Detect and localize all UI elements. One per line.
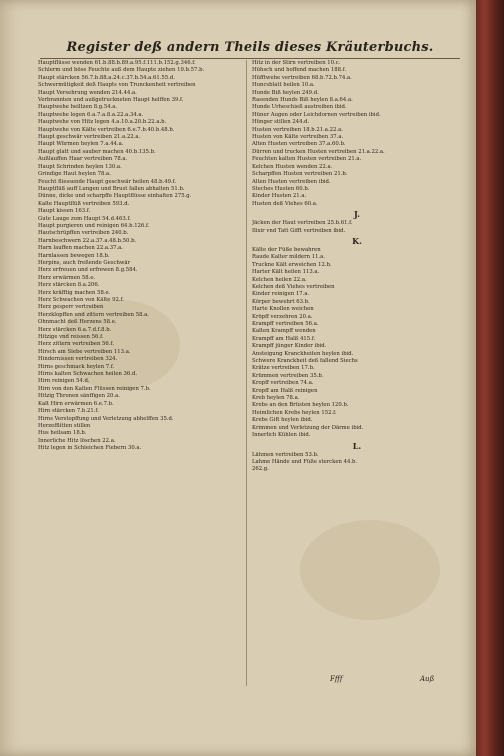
index-entry: Kreb heylen 78.a. (252, 395, 300, 402)
index-entry: Grindige Haut heylen 78.a. (38, 171, 111, 178)
index-entry: Husten deß Viehes 60.a. (252, 200, 318, 207)
index-entry: Herz stärcken 6.a.7.d.f.8.b. (38, 326, 112, 333)
index-entry: Scharpffen Husten vertreiben 21.b. (252, 171, 348, 178)
index-entry: Körper bewehrt 63.b. (252, 298, 310, 305)
section-j-list (252, 220, 462, 235)
index-entry: Hirsch am Siebe vertreiben 113.a. (38, 348, 131, 355)
index-entry: Feucht fliessende Haupt geschwär heilen 48.b.49.f. (38, 178, 177, 185)
index-entry: Haupt Schrinden heylen 130.a. (38, 163, 122, 170)
column-divider (246, 60, 247, 686)
index-entry: Herpins, auch freßende Geschwär (38, 259, 131, 266)
index-entry: Rasenden Hunds Biß heylen 8.a.64.a. (252, 97, 353, 104)
index-entry: Krebs an den Brüsten heylen 120.b. (252, 402, 349, 409)
index-entry: Hauptwehe von Hitz legen 4.a.10.a.20.b.22.a.b. (38, 119, 167, 126)
signature-mark: Ffff (330, 675, 343, 683)
index-entry: Haupt Würmen heylen 7.a.44.a. (38, 141, 124, 148)
index-entry: Gute Lauge zum Haupt 54.d.463.f. (38, 215, 131, 222)
index-entry: Harnbeschwern 22.a.37.a.48.b.50.b. (38, 237, 137, 244)
index-entry: Dürren und trucken Husten vertreiben 21.a.22.a. (252, 148, 385, 155)
index-entry: Herz Schwachen von Kälte 92.f. (38, 297, 124, 303)
index-entry: Verbrannten und außgetruckneten Haupt helffen 39.f. (38, 97, 184, 104)
index-entry: Kinder reinigen 17.a. (252, 291, 310, 298)
index-entry: Alten Husten vertreiben 37.a.60.b. (252, 141, 346, 148)
index-entry: Innerliche Hitz löschen 22.a. (38, 437, 116, 444)
index-entry: Hüfftwehe vertreiben 68.b.72.b.74.a. (252, 74, 352, 81)
index-entry: Herz zittern vertreiben 56.f. (38, 341, 114, 348)
index-entry: Lahme Hände und Füße stercken 44.b. (252, 458, 358, 465)
index-entry: Hüner Augen oder Leichdornen vertreiben ibid. (252, 111, 381, 118)
book-edge (476, 0, 504, 756)
index-entry: Hautschrüpffen vertreiben 240.b. (38, 230, 129, 237)
index-entry: Krebs Gift heylen ibid. (252, 417, 313, 424)
index-entry: Herz erwärmen 58.e. (38, 274, 96, 281)
index-entry: Innerlich Kühlen ibid. (252, 432, 311, 439)
index-entry: Hünger stillen 244.d. (252, 119, 310, 126)
register-title: Register deß andern Theils dieses Kräuterbuchs. (66, 40, 434, 55)
index-entry: Hirn reinigen 54.d. (38, 378, 90, 385)
index-entry: Dünne, dicke und scharpffe Hauptflüsse einhalten 275.g. (38, 193, 192, 200)
index-entry: Hauptwehe von Kälte vertreiben 6.e.7.b.40.b.48.b. (38, 126, 175, 133)
section-k-list (252, 247, 462, 440)
index-entry: Kälte der Füße bewahren (252, 246, 321, 253)
index-entry: Schlerm und böse Feuchte auß dem Haupte ziehen 19.b.57.b. (38, 67, 205, 74)
index-entry: Krampff jünger Kinder ibid. (252, 343, 327, 350)
index-entry: Hindernissen vertreiben 324. (38, 356, 118, 363)
index-entry: Raude Kalter mildern 11.a. (252, 254, 326, 261)
index-entry: Lähmen vertreiben 53.b. (252, 451, 319, 458)
index-entry: Hauptwehe legen 6.a.7.a.8.a.22.a.34.a. (38, 111, 144, 118)
index-entry: Hunde Urheschieß austreiben ibid. (252, 104, 347, 111)
index-entry: Hunde Biß heylen 249.d. (252, 89, 319, 96)
index-entry: Harte Knollen weichen (252, 306, 314, 313)
index-entry: Hirn von den Kalten Flüssen reinigen 7.b. (38, 385, 151, 392)
index-entry: Kropff vertreiben 74.a. (252, 380, 314, 387)
title-rule (40, 58, 460, 59)
index-entry: Krätze vertreiben 17.b. (252, 365, 315, 372)
index-entry: Schwere Kranckheit deß fallend Siechs (252, 358, 358, 365)
section-letter-k: K. (352, 235, 362, 246)
index-entry: Jäcken der Haut vertreiben 25.b.61.f. (252, 220, 353, 227)
index-entry: Haupt geschwär vertreiben 21.a.22.a. (38, 134, 141, 141)
left-column (38, 60, 248, 453)
index-entry: Hauptflüsse wenden 61.b.88.b.89.a.95.f.111.b.152.g.346.f. (38, 60, 196, 66)
index-entry: Kalten Krampff wenden (252, 328, 316, 335)
index-entry: Hitzige vnd reissen 56.f. (38, 334, 104, 341)
index-entry: Hühsch und hoffend machen 188.f. (252, 67, 347, 74)
index-entry: Kinder Husten 21.a. (252, 193, 307, 200)
index-entry: Harnlassen bewegen 18.b. (38, 252, 110, 259)
index-entry: Kelchen heilen 22.a. (252, 276, 307, 283)
index-entry: Kelchen Husten wenden 22.a. (252, 163, 333, 170)
index-entry: Herz gesperr vertreiben (38, 304, 104, 311)
index-entry: Kelchen deß Viehes vertreiben (252, 283, 335, 290)
index-entry: Ansteigung Kranckheiten heylen ibid. (252, 350, 354, 357)
index-entry: Ohnmacht deß Herzens 58.e. (38, 319, 117, 326)
right-main-list (252, 60, 462, 208)
catchword: Auß (420, 675, 435, 683)
index-entry: Feuchten kalten Husten vertreiben 21.a. (252, 156, 362, 163)
index-entry: Husten von Kälte vertreiben 37.a. (252, 134, 344, 141)
index-entry: Truckne Kält erweichen 12.b. (252, 261, 332, 268)
index-entry: Haupt stärcken 56.7.b.88.a.24.c.37.b.54.a.61.55.d. (38, 74, 175, 81)
index-entry: Krampff am Halß 415.f. (252, 335, 316, 342)
index-entry: Hauptflüß auff Lungen und Brust fallen abhalten 51.b. (38, 185, 185, 192)
index-entry: Herz erfreuen und erfrewen 8.g.584. (38, 267, 138, 274)
index-entry: Haupt kissen 163.f. (38, 208, 91, 215)
index-entry: Heimlichen Krebs heylen 152.f. (252, 409, 337, 416)
index-entry: Huncsblatt heilen 10.a. (252, 82, 315, 89)
index-entry: Harter Kält heilen 113.a. (252, 269, 320, 276)
index-entry: Herzefflitten stillen (38, 422, 91, 429)
index-entry: Herzklopffen und zittern vertreiben 58.a. (38, 311, 149, 318)
index-entry: Hitzig Thronen sänffigen 20.a. (38, 393, 120, 400)
index-entry: Hirns geschmack heylen 7.f. (38, 363, 115, 370)
index-entry: Herz stärcken 8.a.206. (38, 282, 100, 289)
index-entry: Kalt Hirn erwärmen 6.e.7.b. (38, 400, 114, 407)
index-entry: Hirns kalten Schwachen heilen 36.d. (38, 371, 138, 378)
index-entry: Hitz in der Stirn vertreiben 10.c. (252, 60, 341, 66)
section-letter-j: J. (354, 209, 360, 220)
section-letter-l: L. (352, 440, 362, 451)
index-entry: Außlauffen Haar vertreiben 78.a. (38, 156, 128, 163)
index-entry: Herz kräfftig machen 58.e. (38, 289, 111, 296)
index-entry: Krimmen und Verletzung der Därme ibid. (252, 424, 364, 431)
index-entry: Haupt Versehrung wenden 214.44.a. (38, 89, 137, 96)
index-entry: Hirn stärcken 7.b.21.f. (38, 408, 99, 415)
index-entry: Husten vertreiben 18.b.21.a.22.a. (252, 126, 343, 133)
index-entry: Hitz legen in Schleichen Fiebern 30.a. (38, 445, 142, 452)
right-column (252, 60, 462, 474)
index-entry: Ilixir vnd Tatt Gifft vertreiben ibid. (252, 227, 346, 234)
index-entry: 262.g. (252, 466, 269, 473)
index-entry: Krümmen vertreiben 35.b. (252, 372, 324, 379)
index-entry: Harn lauffen machen 22.a.37.a. (38, 245, 123, 252)
paper-stain (300, 520, 440, 620)
index-entry: Krampff vertreiben 56.a. (252, 321, 319, 327)
index-entry: Schwermütigkeit deß Haupts von Trunckenheit vertreiben (38, 82, 196, 89)
section-l-list (252, 452, 462, 474)
index-entry: Hus heilsam 18.b. (38, 430, 87, 437)
index-entry: Kröpff verzehren 20.a. (252, 313, 313, 320)
index-entry: Kropff am Halß reinigen (252, 387, 318, 394)
index-entry: Haupt purgieren und reinigen 64.b.126.f. (38, 222, 150, 229)
index-entry: Alten Husten vertreiben ibid. (252, 178, 331, 185)
index-entry: Haupt glatt und sauber machen 40.b.135.b. (38, 148, 156, 155)
index-entry: Steches Husten 60.b. (252, 185, 310, 192)
index-entry: Hirns Verstopffung und Verletzung abhelffen 35.d. (38, 415, 174, 422)
index-entry: Kalte Hauptflüß vertreiben 593.d. (38, 200, 130, 207)
index-entry: Hauptwehe heiltzen 8.g.54.a. (38, 104, 118, 111)
